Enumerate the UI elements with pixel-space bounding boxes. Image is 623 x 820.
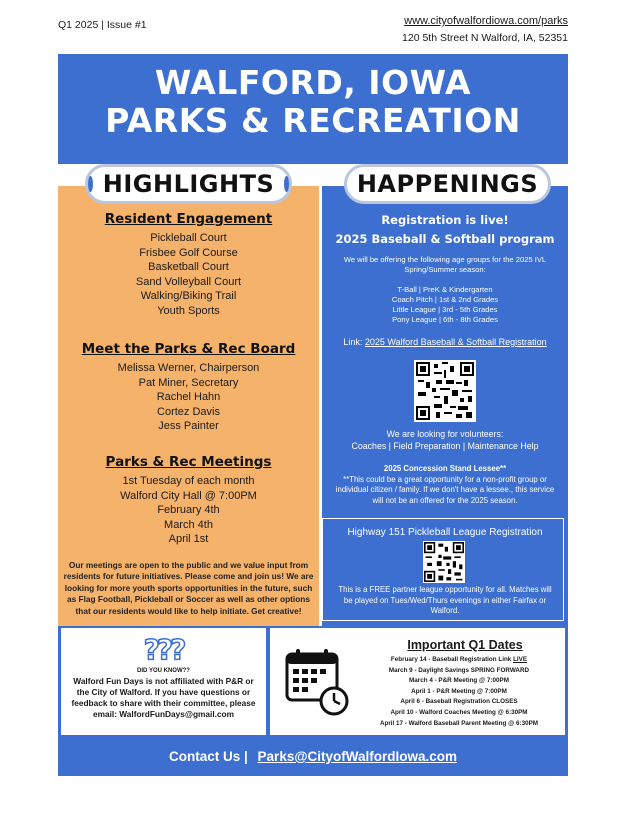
date-item: April 17 - Walford Baseball Parent Meeting @ 6:30PM — [379, 719, 539, 727]
list-item: Basketball Court — [148, 261, 229, 273]
meetings-section — [58, 454, 319, 547]
registration-intro: We will be offering the following age groups for the 2025 IVL Spring/Summer season: — [343, 255, 547, 274]
list-item: Frisbee Golf Course — [139, 246, 238, 259]
list-item: February 4th — [157, 504, 220, 516]
did-you-know-label: DID YOU KNOW?? — [137, 668, 190, 674]
volunteers-line-1: We are looking for volunteers: — [386, 429, 504, 439]
concession-title: 2025 Concession Stand Lessee** — [383, 464, 507, 473]
website-link[interactable]: www.cityofwalfordiowa.com/parks — [404, 15, 568, 27]
contact-footer — [58, 738, 568, 776]
date-item: April 10 - Walford Coaches Meeting @ 6:30PM — [390, 708, 528, 716]
dates-title: Important Q1 Dates — [407, 638, 523, 652]
date-item: March 9 - Daylight Savings SPRING FORWARD — [388, 666, 530, 674]
list-item: Rachel Hahn — [156, 391, 221, 403]
note-text: Our meetings are open to the public and we value input from residents for future initiatives. Please come and join us! We are looking for more youth sports opportunities in the future, such as Flag Football, Pickleball or Soccer as well as other options that our residents would like to help initiate. Get creative! — [63, 560, 314, 616]
registration-section — [322, 211, 568, 347]
volunteers-section — [322, 428, 568, 452]
board-section — [58, 341, 319, 434]
age-group: Coach Pitch | 1st & 2nd Grades — [391, 295, 499, 304]
address: 120 5th Street N Walford, IA, 52351 — [402, 32, 568, 44]
section-heading: Resident Engagement — [104, 211, 273, 227]
age-group: T-Ball | PreK & Kindergarten — [397, 285, 493, 294]
list-item: Pickleball Court — [150, 232, 227, 244]
resident-engagement-section — [58, 211, 319, 318]
pickleball-info — [322, 585, 568, 617]
pickleball-text: This is a FREE partner league opportunity for all. Matches will be played on Tues/Wed/Thurs evenings in either Fairfax or Walford. — [338, 585, 552, 615]
happenings-title: HAPPENINGS — [356, 170, 539, 198]
issue-label: Q1 2025 | Issue #1 — [58, 19, 147, 31]
list-item: Melissa Werner, Chairperson — [117, 362, 260, 374]
list-item: Cortez Davis — [157, 405, 220, 418]
link-label: Link: — [343, 337, 363, 347]
list-item: Walking/Biking Trail — [140, 290, 237, 302]
hero-title-line-2: PARKS & RECREATION — [105, 101, 521, 140]
highlights-heading — [85, 164, 292, 204]
list-item: Walford City Hall @ 7:00PM — [120, 489, 257, 502]
contact-email-link[interactable]: Parks@CityofWalfordIowa.com — [257, 749, 457, 764]
dates-list — [354, 655, 564, 729]
age-group: Little League | 3rd - 5th Grades — [392, 305, 498, 314]
registration-heading: Registration is live! — [381, 213, 509, 227]
date-item: April 6 - Baseball Registration CLOSES — [400, 698, 518, 706]
list-item: Sand Volleyball Court — [135, 275, 242, 288]
hero-title — [58, 54, 568, 140]
page-header — [0, 0, 623, 52]
list-item: April 1st — [168, 533, 209, 545]
date-item: February 14 - Baseball Registration Link LIVE — [390, 656, 528, 663]
question-marks-icon: ??? — [143, 633, 184, 666]
list-item: Pat Miner, Secretary — [138, 376, 239, 389]
meetings-note — [58, 560, 319, 617]
registration-link[interactable]: 2025 Walford Baseball & Softball Registration — [364, 337, 547, 347]
calendar-clock-icon — [284, 646, 352, 718]
qr-code-icon — [416, 362, 474, 420]
concession-section — [322, 464, 568, 506]
list-item: Youth Sports — [157, 304, 220, 317]
pickleball-title: Highway 151 Pickleball League Registration — [347, 527, 543, 538]
age-group: Pony League | 6th - 8th Grades — [392, 315, 498, 324]
happenings-heading — [344, 164, 551, 204]
did-you-know-box — [61, 628, 266, 735]
list-item: Jess Painter — [158, 420, 219, 432]
section-heading: Parks & Rec Meetings — [105, 454, 272, 470]
date-item: April 1 - P&R Meeting @ 7:00PM — [411, 687, 507, 695]
contact-label: Contact Us | — [168, 749, 248, 764]
important-dates-box — [270, 628, 565, 735]
volunteers-line-2: Coaches | Field Preparation | Maintenance Help — [351, 441, 539, 451]
section-heading: Meet the Parks & Rec Board — [81, 341, 296, 357]
list-item: 1st Tuesday of each month — [122, 475, 255, 487]
list-item: March 4th — [164, 518, 213, 531]
registration-link-line — [322, 337, 568, 347]
dot-icon — [88, 176, 93, 192]
pickleball-qr-code[interactable] — [423, 541, 465, 583]
hero-banner — [58, 54, 568, 164]
did-you-know-text: Walford Fun Days is not affiliated with P&R or the City of Walford. If you have questions or feedback to share with their committee, please email: WalfordFunDays@gmail.com — [71, 676, 256, 719]
hero-title-line-1: WALFORD, IOWA — [154, 63, 472, 102]
concession-text: **This could be a great opportunity for a non-profit group or individual citizen / family. If we don't have a lessee., this service will not be an offered for the 2025 season. — [335, 474, 555, 505]
pickleball-section — [322, 527, 568, 538]
date-item: March 4 - P&R Meeting @ 7:00PM — [409, 677, 509, 685]
dot-icon — [284, 176, 289, 192]
qr-code-icon — [424, 542, 464, 582]
highlights-title: HIGHLIGHTS — [102, 170, 275, 198]
registration-subheading: 2025 Baseball & Softball program — [335, 232, 555, 246]
registration-qr-code[interactable] — [414, 360, 476, 422]
